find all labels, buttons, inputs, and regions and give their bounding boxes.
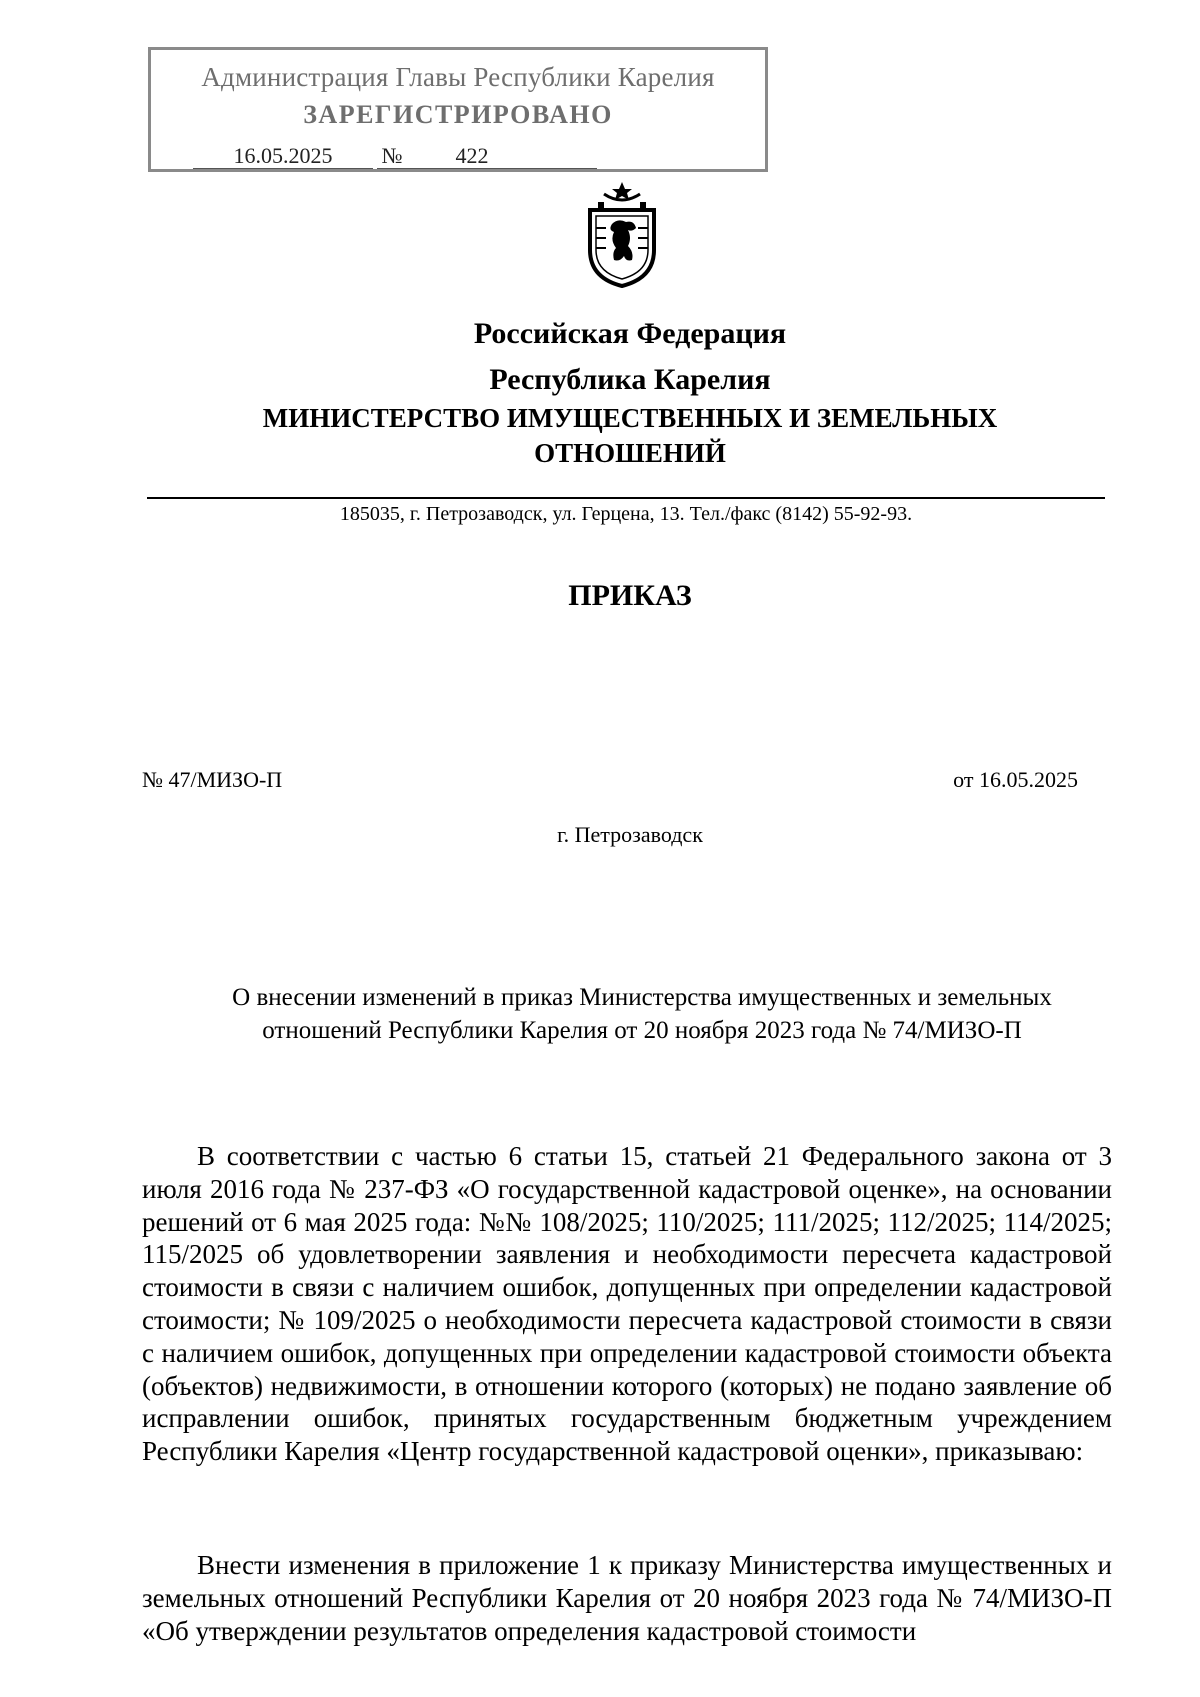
document-number: № 47/МИЗО-П [142,767,283,792]
stamp-organization: Администрация Главы Республики Карелия [201,62,715,92]
header-divider [147,497,1105,499]
registration-stamp [148,47,768,172]
stamp-status: ЗАРЕГИСТРИРОВАНО [303,100,613,129]
header-region: Республика Карелия [489,363,771,396]
document-body [142,1140,1112,1468]
header-country: Российская Федерация [473,317,787,350]
stamp-date: 16.05.2025 [193,144,373,169]
document-date: от 16.05.2025 [953,767,1078,792]
header-ministry-line2: ОТНОШЕНИЙ [534,438,726,468]
header-address: 185035, г. Петрозаводск, ул. Герцена, 13. Тел./факс (8142) 55-92-93. [339,503,913,525]
stamp-number: 422 [407,144,597,169]
document-type: ПРИКАЗ [568,579,692,612]
document-city: г. Петрозаводск [557,822,703,847]
stamp-number-sign: № [377,144,407,169]
karelia-coat-of-arms-icon [582,180,662,290]
header-ministry-line1: МИНИСТЕРСТВО ИМУЩЕСТВЕННЫХ И ЗЕМЕЛЬНЫХ [262,403,998,433]
body-paragraph-1: В соответствии с частью 6 статьи 15, статьей 21 Федерального закона от 3 июля 2016 года № 237-ФЗ «О государственной кадастровой оценке», на основании решений от 6 мая 2025 года: №№ 108/2025; 110/2025; 111/2025; 112/2025; 114/2025; 115/2025 об удовлетворении заявления и необходимости пересчета кадастровой стоимости в связи с наличием ошибок, допущенных при определении кадастровой стоимости; № 109/2025 о необходимости пересчета кадастровой стоимости в связи с наличием ошибок, допущенных при определении кадастровой стоимости объекта (объектов) недвижимости, в отношении которого (которых) не подано заявление об исправлении ошибок, принятых государственным бюджетным учреждением Республики Карелия «Центр государственной кадастровой оценки», приказываю: [142,1141,1112,1467]
body-paragraph-2: Внести изменения в приложение 1 к приказу Министерства имущественных и земельных отношений Республики Карелия от 20 ноября 2023 года № 74/МИЗО-П «Об утверждении результатов определения кадастровой стоимости [142,1550,1112,1646]
document-subject: О внесении изменений в приказ Министерства имущественных и земельных отношений Республики Карелия от 20 ноября 2023 года № 74/МИЗО-П [232,984,1052,1044]
